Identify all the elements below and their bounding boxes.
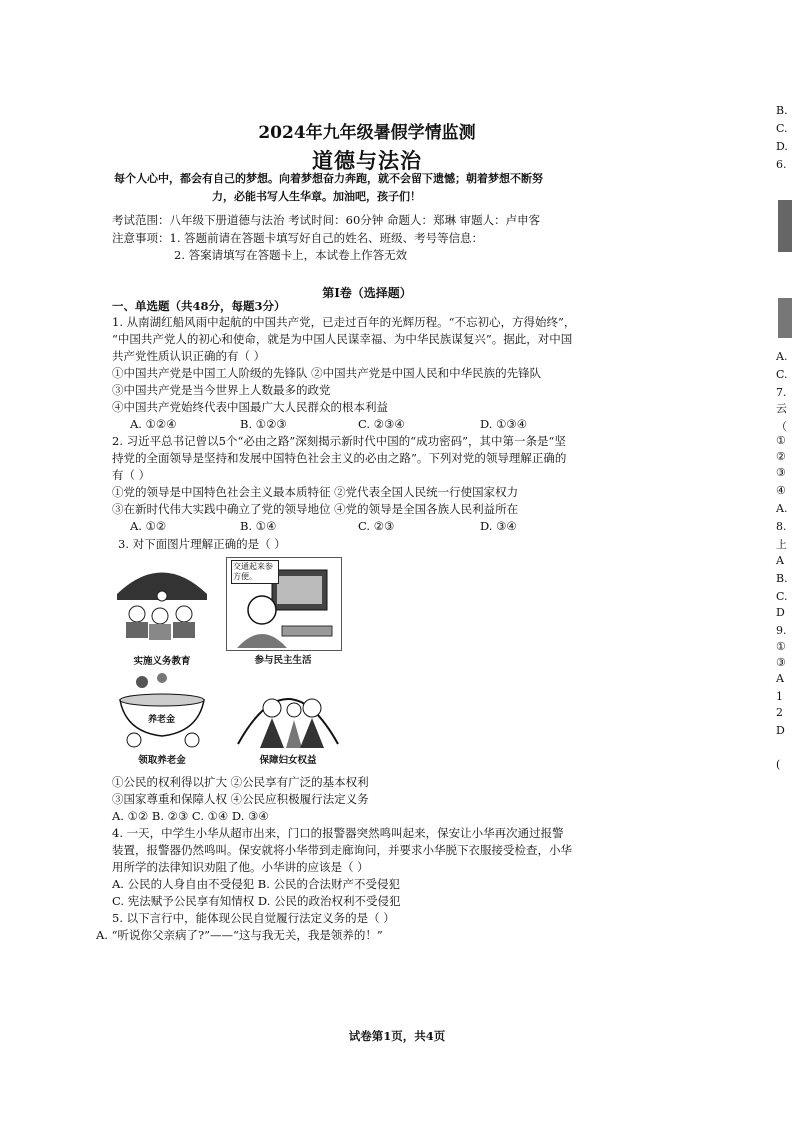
edge-image-2 (778, 298, 792, 338)
q1-statement-1: ①中国共产党是中国工人阶级的先锋队 ②中国共产党是中国人民和中华民族的先锋队 (112, 366, 542, 380)
bowl-label: 养老金 (148, 715, 176, 725)
q4-options-ab: A. 公民的人身自由不受侵犯 B. 公民的合法财产不受侵犯 (112, 877, 401, 891)
edge-fragment: 7. (776, 386, 787, 399)
motto-line-2: 力，必能书写人生华章。加油吧，孩子们！ (212, 190, 421, 203)
q2-line-2: 持党的全面领导是坚持和发展中国特色社会主义的必由之路”。下列对党的领导理解正确的 (112, 451, 567, 465)
edge-fragment: 云 (776, 402, 787, 415)
edge-fragment: A. (776, 350, 788, 363)
subject-title: 道德与法治 (312, 148, 422, 173)
q3-statement-1: ①公民的权利得以扩大 ②公民享有广泛的基本权利 (112, 775, 369, 789)
q3-line-1: 3. 对下面图片理解正确的是（ ） (118, 537, 286, 551)
motto-line-1: 每个人心中，都会有自己的梦想。向着梦想奋力奔跑，就不会留下遗憾；朝着梦想不断努 (114, 172, 543, 185)
volume-heading: 第Ⅰ卷（选择题） (322, 286, 412, 300)
q1-option-c: C. ②③④ (358, 417, 405, 431)
page-footer: 试卷第1页，共4页 (348, 1029, 446, 1043)
edge-fragment: D (776, 724, 785, 737)
edge-fragment: D (776, 606, 785, 619)
cartoon-democracy (226, 557, 342, 651)
speech-bubble: 交通起来参方便。 (231, 560, 279, 584)
caption-education: 实施义务教育 (133, 656, 191, 667)
edge-fragment: ① (776, 640, 786, 653)
edge-fragment: C. (776, 590, 788, 603)
caption-democracy: 参与民主生活 (254, 655, 312, 666)
q1-option-a: A. ①②④ (130, 417, 177, 431)
q1-line-1: 1. 从南湖红船风雨中起航的中国共产党，已走过百年的光辉历程。“不忘初心，方得始终”， (112, 315, 576, 329)
edge-fragment: 6. (776, 158, 787, 171)
edge-fragment: ① (776, 434, 786, 447)
edge-fragment: A (776, 554, 784, 567)
edge-fragment: C. (776, 122, 788, 135)
cartoon-women-rights (232, 664, 344, 750)
edge-fragment: 8. (776, 520, 787, 533)
q3-statement-2: ③国家尊重和保障人权 ④公民应积极履行法定义务 (112, 792, 369, 806)
q4-line-3: 用所学的法律知识劝阻了他。小华讲的应该是（ ） (112, 860, 369, 874)
q5-line-1: 5. 以下言行中，能体现公民自觉履行法定义务的是（ ） (112, 911, 395, 925)
q5-option-a: A. “听说你父亲病了?”——“这与我无关，我是领养的！” (96, 928, 383, 942)
edge-fragment: ( (776, 758, 781, 771)
notice-1: 注意事项：1. 答题前请在答题卡填写好自己的姓名、班级、考号等信息： (112, 231, 484, 245)
edge-fragment: B. (776, 572, 788, 585)
q2-line-1: 2. 习近平总书记曾以5个“必由之路”深刻揭示新时代中国的“成功密码”，其中第一条是“坚 (112, 434, 566, 448)
q4-line-1: 4. 一天，中学生小华从超市出来，门口的报警器突然鸣叫起来，保安让小华再次通过报警 (112, 826, 564, 840)
q2-options (130, 518, 517, 534)
cartoon-pension (112, 670, 212, 750)
q1-line-2: “中国共产党人的初心和使命，就是为中国人民谋幸福、为中华民族谋复兴”。据此，对中国 (112, 332, 573, 346)
edge-fragment: B. (776, 104, 788, 117)
edge-fragment: C. (776, 368, 788, 381)
q1-option-b: B. ①②③ (240, 417, 287, 431)
edge-fragment: ② (776, 450, 786, 463)
cartoon-education (112, 556, 212, 650)
q3-options: A. ①② B. ②③ C. ①④ D. ③④ (112, 809, 269, 823)
q1-options (130, 416, 527, 432)
edge-fragment: 9. (776, 624, 787, 637)
q2-option-d: D. ③④ (480, 519, 517, 533)
q4-options-cd: C. 宪法赋予公民享有知情权 D. 公民的政治权利不受侵犯 (112, 894, 401, 908)
q2-statement-2: ③在新时代伟大实践中确立了党的领导地位 ④党的领导是全国各族人民利益所在 (112, 502, 519, 516)
edge-fragment: ③ (776, 656, 786, 669)
edge-fragment: 2 (776, 706, 783, 719)
q1-option-d: D. ①③④ (480, 417, 528, 431)
q2-option-b: B. ①④ (240, 519, 277, 533)
edge-fragment: A (776, 672, 784, 685)
education-illustration (112, 556, 212, 650)
part-heading: 一、单选题（共48分，每题3分） (112, 299, 286, 313)
edge-fragment: 1 (776, 690, 783, 703)
caption-women-rights: 保障妇女权益 (259, 755, 317, 766)
pension-illustration (112, 670, 212, 750)
q2-line-3: 有（ ） (112, 468, 151, 482)
q2-option-a: A. ①② (130, 519, 167, 533)
edge-fragment: D. (776, 140, 788, 153)
q4-line-2: 装置，报警器仍然鸣叫。保安就将小华带到走廊询问，并要求小华脱下衣服接受检查，小华 (112, 843, 572, 857)
notice-2: 2. 答案请填写在答题卡上，本试卷上作答无效 (174, 248, 408, 262)
edge-fragment: A. (776, 502, 788, 515)
q1-line-3: 共产党性质认识正确的有（ ） (112, 349, 266, 363)
edge-fragment: 上 (776, 538, 787, 551)
exam-info: 考试范围：八年级下册道德与法治 考试时间：60分钟 命题人：郑琳 审题人：卢申客 (112, 213, 541, 227)
q2-statement-1: ①党的领导是中国特色社会主义最本质特征 ②党代表全国人民统一行使国家权力 (112, 485, 519, 499)
q1-statement-2: ③中国共产党是当今世界上人数最多的政党 (112, 383, 331, 397)
exam-title: 2024年九年级暑假学情监测 (258, 123, 476, 143)
edge-fragment: ③ (776, 466, 786, 479)
edge-fragment: ④ (776, 484, 786, 497)
edge-image-1 (778, 200, 792, 252)
edge-fragment: （ (776, 420, 787, 433)
q2-option-c: C. ②③ (358, 519, 395, 533)
q1-statement-3: ④中国共产党始终代表中国最广大人民群众的根本利益 (112, 400, 388, 414)
women-rights-illustration (232, 664, 344, 750)
caption-pension: 领取养老金 (138, 755, 186, 766)
